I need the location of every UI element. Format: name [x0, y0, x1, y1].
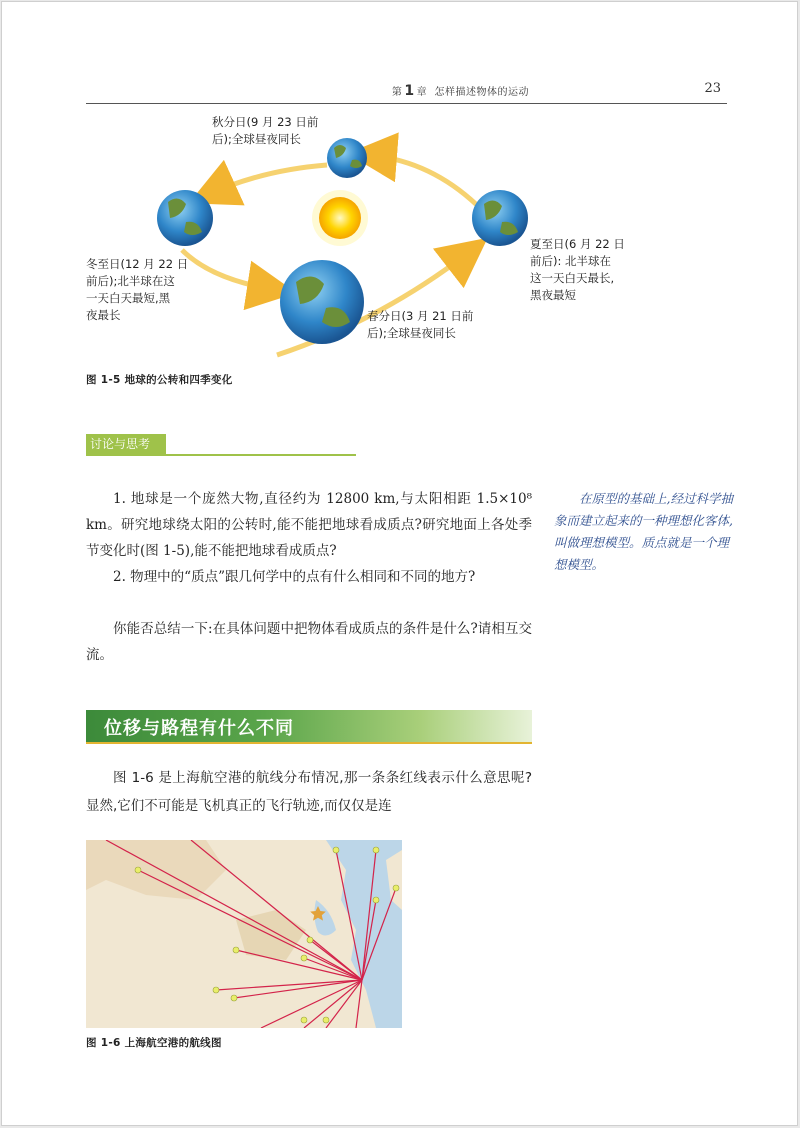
winter-label-line: 前后);北半球在这 [86, 274, 175, 288]
discussion-underline [86, 454, 356, 456]
section-title: 位移与路程有什么不同 [104, 718, 294, 739]
autumn-label-line: 秋分日(9 月 23 日前 [212, 115, 319, 129]
earth-autumn-icon [327, 138, 367, 178]
earth-winter-icon [157, 190, 213, 246]
chapter-title: 怎样描述物体的运动 [434, 87, 529, 98]
sun-icon [312, 190, 368, 246]
discussion-paragraph-1: 1. 地球是一个庞然大物,直径约为 12800 km,与太阳相距 1.5×10⁸ km。研究地球绕太阳的公转时,能不能把地球看成质点?研究地面上各处季节变化时(图 1-5),能不能把地球看成质点? [86, 491, 532, 559]
spring-equinox-label [367, 308, 473, 342]
autumn-label-line: 后);全球昼夜同长 [212, 132, 301, 146]
page-header [86, 78, 727, 104]
autumn-equinox-label [212, 114, 318, 148]
figure-1-5-caption: 图 1-5 地球的公转和四季变化 [86, 374, 233, 386]
chapter-prefix: 第 [391, 87, 403, 98]
route-map [86, 840, 402, 1028]
winter-label-line: 夜最长 [86, 308, 121, 322]
spring-label-line: 后);全球昼夜同长 [367, 326, 456, 340]
summer-label-line: 前后): 北半球在 [530, 254, 612, 268]
chapter-heading [392, 83, 529, 99]
summer-label-line: 黑夜最短 [530, 288, 576, 302]
earth-orbit-figure [82, 110, 662, 360]
discussion-paragraph-3: 你能否总结一下:在具体问题中把物体看成质点的条件是什么?请相互交流。 [86, 621, 532, 663]
summer-label-line: 夏至日(6 月 22 日 [530, 237, 625, 251]
summer-label-line: 这一天白天最长, [530, 271, 615, 285]
discussion-tag: 讨论与思考 [86, 434, 166, 454]
route-map-figure [86, 840, 402, 1028]
section-heading-bar [86, 710, 532, 742]
discussion-header [86, 434, 356, 456]
side-note-ideal-model: 在原型的基础上,经过科学抽象而建立起来的一种理想化客体,叫做理想模型。质点就是一个理想模型。 [554, 491, 733, 572]
earth-summer-icon [472, 190, 528, 246]
winter-label-line: 冬至日(12 月 22 日 [86, 257, 189, 271]
page-number: 23 [704, 81, 721, 96]
winter-solstice-label [86, 256, 188, 324]
section-paragraph: 图 1-6 是上海航空港的航线分布情况,那一条条红线表示什么意思呢?显然,它们不可能是飞机真正的飞行轨迹,而仅仅是连 [86, 770, 532, 814]
textbook-page [1, 1, 798, 1126]
winter-label-line: 一天白天最短,黑 [86, 291, 171, 305]
figure-1-6-caption: 图 1-6 上海航空港的航线图 [86, 1037, 222, 1049]
summer-solstice-label [530, 236, 625, 304]
spring-label-line: 春分日(3 月 21 日前 [367, 309, 474, 323]
earth-spring-icon [280, 260, 364, 344]
section-underline [86, 742, 532, 744]
discussion-paragraph-2: 2. 物理中的“质点”跟几何学中的点有什么相同和不同的地方? [113, 569, 476, 585]
chapter-suffix: 章 [416, 87, 428, 98]
chapter-number: 1 [404, 83, 415, 99]
